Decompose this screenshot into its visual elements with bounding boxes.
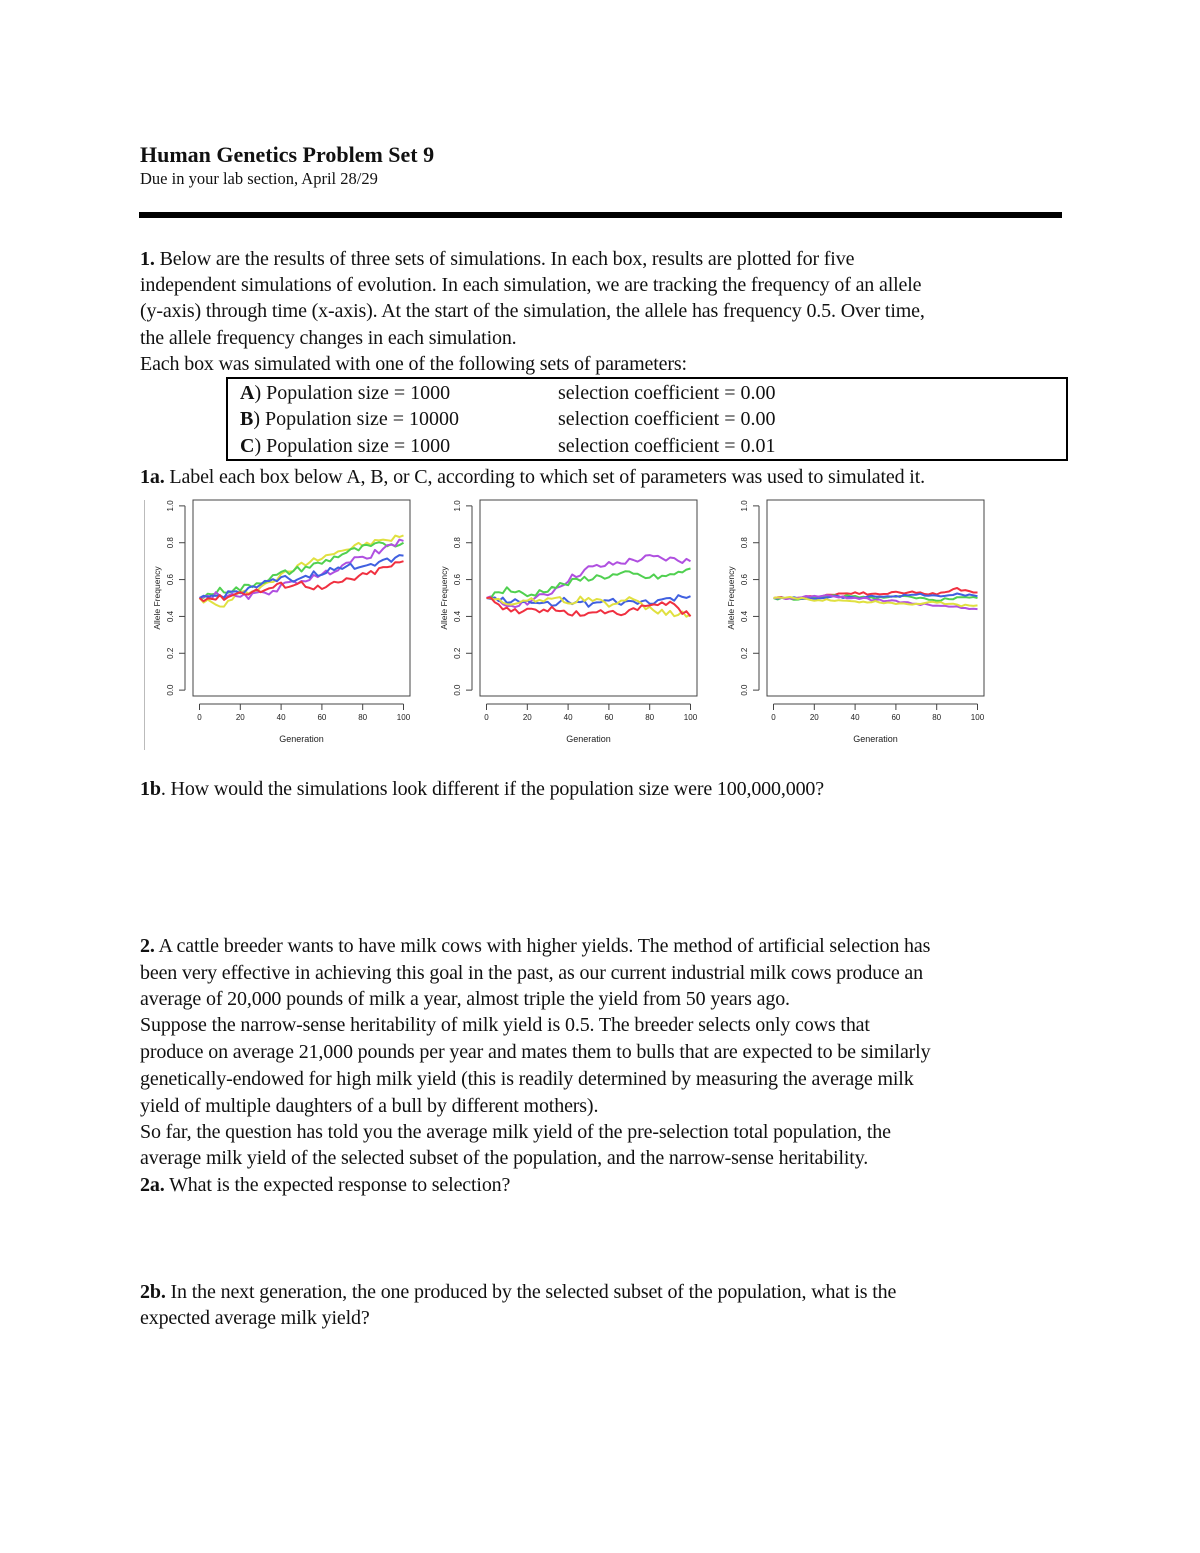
x-tick-label: 0 [197, 713, 202, 722]
due-date: Due in your lab section, April 28/29 [140, 169, 378, 188]
param-letter-b: B [240, 408, 254, 430]
x-tick-label: 100 [970, 713, 985, 722]
y-tick-label: 0.4 [453, 610, 462, 622]
plot-divider [144, 500, 145, 750]
q2-line-6: genetically-endowed for high milk yield (this is readily determined by measuring the average milk [140, 1068, 914, 1090]
page-title: Human Genetics Problem Set 9 [140, 142, 435, 167]
param-row-c [240, 435, 776, 458]
param-sel-b: selection coefficient = 0.00 [558, 408, 776, 430]
plot-3 [724, 490, 999, 757]
y-axis-label: Allele Frequency [726, 566, 736, 630]
param-letter-a: A [240, 382, 255, 404]
q1-line-2: independent simulations of evolution. In each simulation, we are tracking the frequency of an allele [140, 274, 922, 296]
param-row-b [240, 408, 776, 431]
q2b-line-1 [140, 1279, 896, 1305]
plot-3-svg [724, 490, 999, 752]
q1b-number: 1b [140, 778, 161, 800]
x-tick-label: 60 [891, 713, 901, 722]
y-tick-label: 0.8 [740, 537, 749, 549]
q1a-text: Label each box below A, B, or C, according to which set of parameters was used to simulated it. [169, 466, 925, 488]
x-tick-label: 100 [396, 713, 411, 722]
param-pop-b: ) Population size = 10000 [253, 408, 460, 430]
x-tick-label: 20 [809, 713, 819, 722]
q2-line-1 [140, 933, 930, 959]
plot-2 [437, 490, 712, 757]
q2-line-8: So far, the question has told you the average milk yield of the pre-selection total population, the [140, 1121, 891, 1143]
x-tick-label: 60 [317, 713, 327, 722]
series-line-green [487, 569, 691, 599]
x-tick-label: 60 [604, 713, 614, 722]
q1b-line [140, 776, 824, 802]
y-tick-label: 0.0 [740, 684, 749, 696]
x-tick-label: 40 [850, 713, 860, 722]
series-line-blue [200, 555, 404, 598]
q1a-line [140, 464, 925, 490]
q1-line-3: (y-axis) through time (x-axis). At the start of the simulation, the allele has frequency 0.5. Over time, [140, 300, 925, 322]
plot-2-svg [437, 490, 712, 752]
y-tick-label: 0.2 [453, 647, 462, 659]
series-line-purple [200, 540, 404, 599]
y-tick-label: 1.0 [166, 500, 175, 512]
y-tick-label: 0.4 [166, 610, 175, 622]
y-axis-label: Allele Frequency [439, 566, 449, 630]
x-tick-label: 100 [683, 713, 698, 722]
q1-text-1: Below are the results of three sets of simulations. In each box, results are plotted for five [159, 248, 855, 270]
q1-number: 1. [140, 248, 155, 270]
x-axis-label: Generation [566, 734, 611, 744]
x-axis-label: Generation [853, 734, 898, 744]
plot-1-svg [150, 490, 425, 752]
q2-line-9: average milk yield of the selected subset of the population, and the narrow-sense heritability. [140, 1147, 869, 1169]
y-tick-label: 0.4 [740, 610, 749, 622]
y-tick-label: 0.6 [740, 574, 749, 586]
x-tick-label: 80 [932, 713, 942, 722]
y-tick-label: 0.6 [166, 574, 175, 586]
y-tick-label: 0.6 [453, 574, 462, 586]
q1b-text: . How would the simulations look different if the population size were 100,000,000? [160, 778, 824, 800]
x-tick-label: 20 [235, 713, 245, 722]
x-tick-label: 0 [771, 713, 776, 722]
x-tick-label: 40 [276, 713, 286, 722]
q2-line-2: been very effective in achieving this goal in the past, as our current industrial milk cows produce an [140, 962, 923, 984]
q2-line-3: average of 20,000 pounds of milk a year, almost triple the yield from 50 years ago. [140, 988, 790, 1010]
param-row-a [240, 382, 776, 405]
param-pop-c: ) Population size = 1000 [254, 435, 451, 457]
y-tick-label: 0.2 [740, 647, 749, 659]
x-tick-label: 0 [484, 713, 489, 722]
y-tick-label: 0.0 [166, 684, 175, 696]
parameter-box [226, 377, 1068, 461]
y-tick-label: 1.0 [740, 500, 749, 512]
q2a-line [140, 1172, 510, 1198]
plot-1 [150, 490, 425, 757]
y-tick-label: 0.0 [453, 684, 462, 696]
q2a-number: 2a. [140, 1174, 165, 1196]
q2-text-1: A cattle breeder wants to have milk cows with higher yields. The method of artificial selection has [158, 935, 931, 957]
q2b-text-1: In the next generation, the one produced by the selected subset of the population, what is the [170, 1281, 897, 1303]
series-line-green [200, 542, 404, 598]
q1-line-5: Each box was simulated with one of the following sets of parameters: [140, 353, 687, 375]
q2-number: 2. [140, 935, 155, 957]
x-tick-label: 80 [645, 713, 655, 722]
y-tick-label: 0.2 [166, 647, 175, 659]
param-sel-a: selection coefficient = 0.00 [558, 382, 776, 404]
q2a-text: What is the expected response to selection? [169, 1174, 511, 1196]
q2-line-4: Suppose the narrow-sense heritability of milk yield is 0.5. The breeder selects only cows that [140, 1014, 870, 1036]
x-tick-label: 40 [563, 713, 573, 722]
q1-line-1 [140, 246, 854, 272]
y-tick-label: 0.8 [453, 537, 462, 549]
y-tick-label: 0.8 [166, 537, 175, 549]
q2-line-5: produce on average 21,000 pounds per year and mates them to bulls that are expected to be similarly [140, 1041, 931, 1063]
param-sel-c: selection coefficient = 0.01 [558, 435, 776, 457]
x-tick-label: 80 [358, 713, 368, 722]
q1-line-4: the allele frequency changes in each simulation. [140, 327, 517, 349]
param-pop-a: ) Population size = 1000 [254, 382, 451, 404]
x-axis-label: Generation [279, 734, 324, 744]
header-rule [139, 212, 1062, 218]
q2-line-7: yield of multiple daughters of a bull by different mothers). [140, 1095, 599, 1117]
q1a-number: 1a. [140, 466, 165, 488]
y-tick-label: 1.0 [453, 500, 462, 512]
q2b-line-2: expected average milk yield? [140, 1307, 370, 1329]
x-tick-label: 20 [522, 713, 532, 722]
param-letter-c: C [240, 435, 255, 457]
y-axis-label: Allele Frequency [152, 566, 162, 630]
q2b-number: 2b. [140, 1281, 166, 1303]
